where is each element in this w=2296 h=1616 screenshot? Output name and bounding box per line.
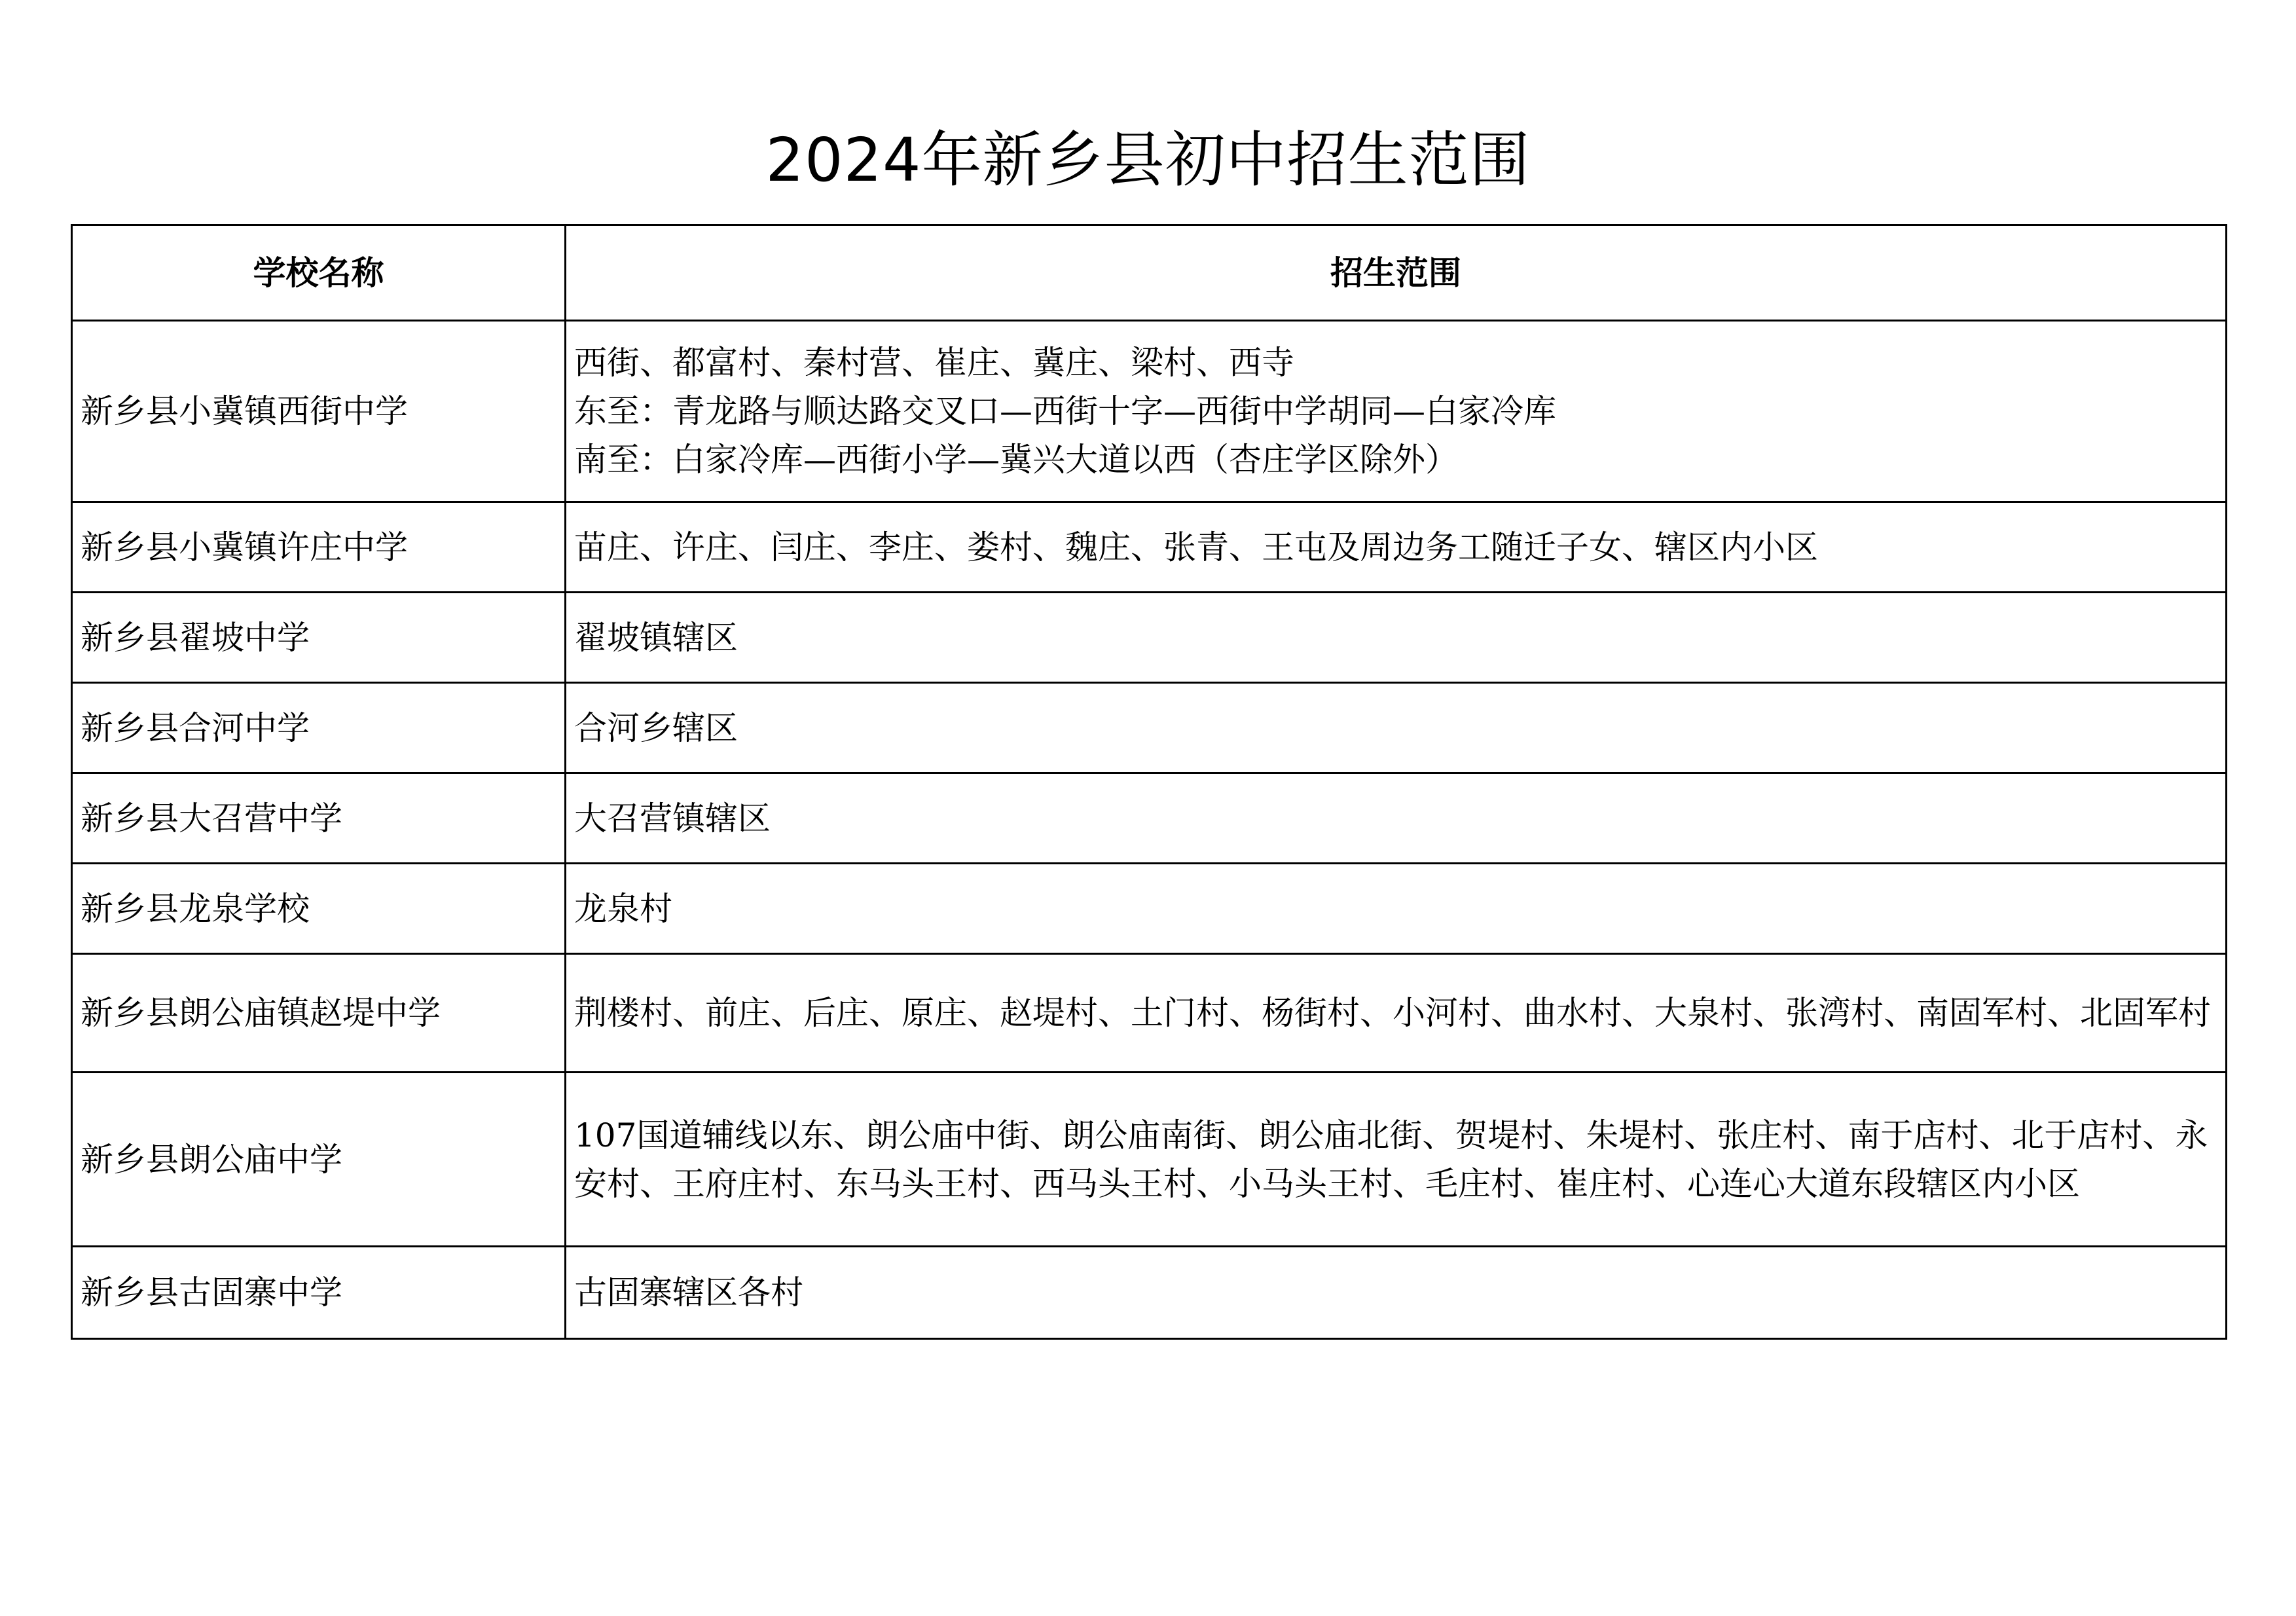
- school-name-cell: 新乡县朗公庙镇赵堤中学: [72, 954, 566, 1073]
- school-name-cell: 新乡县龙泉学校: [72, 864, 566, 954]
- table-row: [72, 773, 2227, 864]
- school-name-cell: 新乡县朗公庙中学: [72, 1073, 566, 1247]
- table-row: [72, 954, 2227, 1073]
- column-header-enrollment-scope: 招生范围: [566, 225, 2227, 321]
- enrollment-scope-cell: 龙泉村: [566, 864, 2227, 954]
- enrollment-scope-cell: 翟坡镇辖区: [566, 593, 2227, 683]
- enrollment-scope-cell: 古固寨辖区各村: [566, 1247, 2227, 1339]
- table-row: [72, 1247, 2227, 1339]
- enrollment-scope-cell: 荆楼村、前庄、后庄、原庄、赵堤村、土门村、杨街村、小河村、曲水村、大泉村、张湾村、南固军村、北固军村: [566, 954, 2227, 1073]
- school-name-cell: 新乡县古固寨中学: [72, 1247, 566, 1339]
- page-title: 2024年新乡县初中招生范围: [765, 125, 1531, 195]
- enrollment-scope-cell: 107国道辅线以东、朗公庙中街、朗公庙南街、朗公庙北街、贺堤村、朱堤村、张庄村、南于店村、北于店村、永安村、王府庄村、东马头王村、西马头王村、小马头王村、毛庄村、崔庄村、心连心大道东段辖区内小区: [566, 1073, 2227, 1247]
- scope-line: 东至：青龙路与顺达路交叉口—西街十字—西街中学胡同—白家冷库: [574, 392, 1556, 430]
- school-name-cell: 新乡县小冀镇许庄中学: [72, 502, 566, 593]
- table-row: [72, 321, 2227, 502]
- column-header-school-name: 学校名称: [72, 225, 566, 321]
- school-name-cell: 新乡县大召营中学: [72, 773, 566, 864]
- enrollment-scope-table: [71, 224, 2227, 1340]
- school-name-cell: 新乡县翟坡中学: [72, 593, 566, 683]
- enrollment-scope-cell: [566, 321, 2227, 502]
- enrollment-scope-cell: 合河乡辖区: [566, 683, 2227, 773]
- scope-line: 南至：白家冷库—西街小学—冀兴大道以西（杏庄学区除外）: [574, 441, 1458, 479]
- enrollment-scope-cell: 大召营镇辖区: [566, 773, 2227, 864]
- school-name-cell: 新乡县合河中学: [72, 683, 566, 773]
- table-row: [72, 593, 2227, 683]
- table-row: [72, 1073, 2227, 1247]
- scope-line: 西街、都富村、秦村营、崔庄、冀庄、梁村、西寺: [574, 344, 1294, 382]
- table-row: [72, 502, 2227, 593]
- table-row: [72, 864, 2227, 954]
- enrollment-scope-cell: 苗庄、许庄、闫庄、李庄、娄村、魏庄、张青、王屯及周边务工随迁子女、辖区内小区: [566, 502, 2227, 593]
- table-row: [72, 683, 2227, 773]
- table-header-row: [72, 225, 2227, 321]
- school-name-cell: 新乡县小冀镇西街中学: [72, 321, 566, 502]
